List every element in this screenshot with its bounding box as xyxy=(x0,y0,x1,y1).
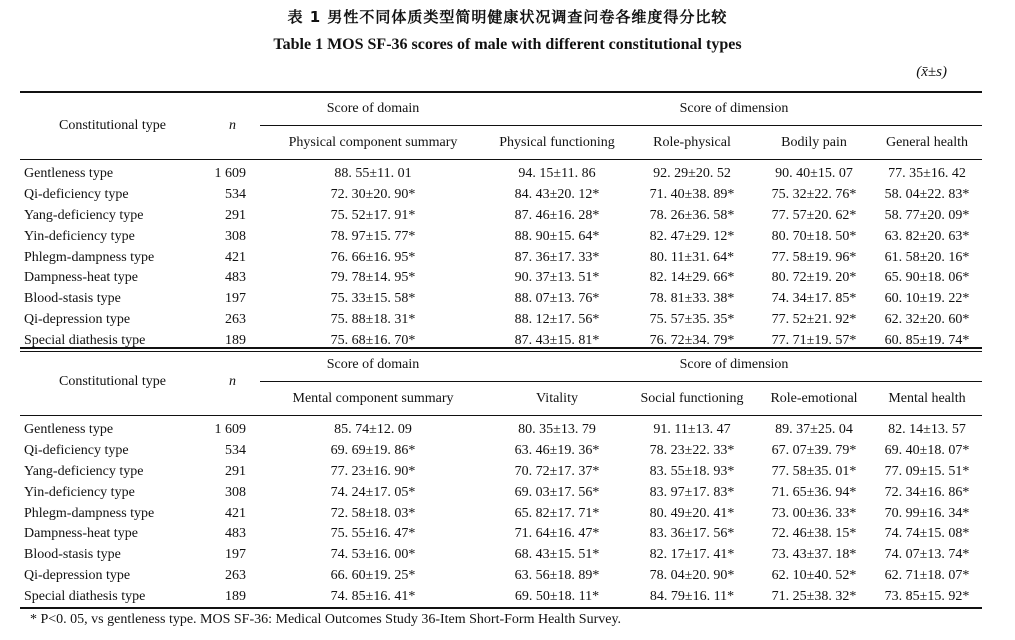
score-cell: 72. 46±38. 15* xyxy=(771,526,857,542)
score-cell: 83. 97±17. 83* xyxy=(649,484,735,500)
table-row xyxy=(20,503,982,524)
constitutional-type-cell: Qi-depression type xyxy=(24,567,131,583)
table-row xyxy=(20,310,982,331)
sub-header: Bodily pain xyxy=(756,126,872,160)
score-cell: 88. 07±13. 76* xyxy=(514,291,600,307)
score-cell: 58. 77±20. 09* xyxy=(884,207,970,223)
n-cell: 291 xyxy=(225,463,246,479)
sub-header: Mental health xyxy=(872,382,982,416)
physical-scores-table xyxy=(20,91,982,352)
score-cell: 79. 78±14. 95* xyxy=(330,270,416,286)
n-cell: 483 xyxy=(225,526,246,542)
constitutional-type-cell: Gentleness type xyxy=(24,166,114,182)
score-cell: 60. 85±19. 74* xyxy=(884,332,970,348)
mental-scores-table xyxy=(20,347,982,609)
score-cell: 66. 60±19. 25* xyxy=(330,567,416,583)
score-cell: 75. 55±16. 47* xyxy=(330,526,416,542)
sub-header: Mental component summary xyxy=(260,382,486,416)
score-cell: 58. 04±22. 83* xyxy=(884,187,970,203)
constitutional-type-cell: Special diathesis type xyxy=(24,588,146,604)
score-cell: 62. 71±18. 07* xyxy=(884,567,970,583)
score-cell: 72. 30±20. 90* xyxy=(330,187,416,203)
score-cell: 70. 72±17. 37* xyxy=(514,463,600,479)
score-cell: 78. 81±33. 38* xyxy=(649,291,735,307)
constitutional-type-cell: Dampness-heat type xyxy=(24,526,138,542)
score-cell: 72. 34±16. 86* xyxy=(884,484,970,500)
score-cell: 80. 49±20. 41* xyxy=(649,505,735,521)
sub-header: General health xyxy=(872,126,982,160)
score-cell: 90. 37±13. 51* xyxy=(514,270,600,286)
score-cell: 83. 36±17. 56* xyxy=(649,526,735,542)
score-cell: 80. 72±19. 20* xyxy=(771,270,857,286)
score-cell: 68. 43±15. 51* xyxy=(514,547,600,563)
score-cell: 78. 26±36. 58* xyxy=(649,207,735,223)
score-cell: 89. 37±25. 04 xyxy=(775,422,853,438)
constitutional-type-cell: Yang-deficiency type xyxy=(24,463,144,479)
header-score-of-domain: Score of domain xyxy=(326,101,420,116)
n-cell: 483 xyxy=(225,270,246,286)
table-row xyxy=(20,226,982,247)
score-cell: 65. 90±18. 06* xyxy=(884,270,970,286)
constitutional-type-cell: Special diathesis type xyxy=(24,332,146,348)
score-cell: 67. 07±39. 79* xyxy=(771,443,857,459)
sub-header: Physical functioning xyxy=(486,126,628,160)
sub-header: Role-physical xyxy=(628,126,756,160)
score-cell: 75. 57±35. 35* xyxy=(649,311,735,327)
table-row xyxy=(20,545,982,566)
header-score-of-dimension: Score of dimension xyxy=(486,348,982,382)
constitutional-type-cell: Blood-stasis type xyxy=(24,291,121,307)
header-score-of-domain: Score of domain xyxy=(260,348,486,382)
score-cell: 73. 43±37. 18* xyxy=(771,547,857,563)
sub-header: Physical component summary xyxy=(260,126,486,160)
score-cell: 63. 46±19. 36* xyxy=(514,443,600,459)
n-cell: 291 xyxy=(225,207,246,223)
score-cell: 65. 82±17. 71* xyxy=(514,505,600,521)
table-row xyxy=(20,586,982,608)
constitutional-type-cell: Dampness-heat type xyxy=(24,270,138,286)
score-cell: 90. 40±15. 07 xyxy=(775,166,853,182)
n-cell: 197 xyxy=(225,291,246,307)
n-cell: 263 xyxy=(225,311,246,327)
table-row xyxy=(20,482,982,503)
score-cell: 75. 88±18. 31* xyxy=(330,311,416,327)
score-cell: 78. 97±15. 77* xyxy=(330,228,416,244)
score-cell: 74. 24±17. 05* xyxy=(330,484,416,500)
score-cell: 78. 04±20. 90* xyxy=(649,567,735,583)
score-cell: 69. 50±18. 11* xyxy=(514,588,600,604)
n-cell: 197 xyxy=(225,547,246,563)
score-cell: 72. 58±18. 03* xyxy=(330,505,416,521)
table-title-chinese: 表 1 男性不同体质类型简明健康状况调查问卷各维度得分比较 xyxy=(287,8,728,26)
table-row xyxy=(20,441,982,462)
header-n: n xyxy=(205,92,260,160)
constitutional-type-cell: Yang-deficiency type xyxy=(24,207,144,223)
score-cell: 78. 23±22. 33* xyxy=(649,443,735,459)
score-cell: 77. 71±19. 57* xyxy=(771,332,857,348)
table-row xyxy=(20,268,982,289)
score-cell: 94. 15±11. 86 xyxy=(518,166,596,182)
score-cell: 82. 14±29. 66* xyxy=(649,270,735,286)
score-cell: 77. 58±19. 96* xyxy=(771,249,857,265)
n-cell: 534 xyxy=(225,443,246,459)
score-cell: 77. 23±16. 90* xyxy=(330,463,416,479)
table-row xyxy=(20,524,982,545)
sub-header: Social functioning xyxy=(628,382,756,416)
sub-header: Vitality xyxy=(486,382,628,416)
constitutional-type-cell: Yin-deficiency type xyxy=(24,484,135,500)
score-cell: 88. 90±15. 64* xyxy=(514,228,600,244)
header-n: n xyxy=(205,348,260,416)
n-cell: 534 xyxy=(225,187,246,203)
table-row xyxy=(20,289,982,310)
score-cell: 60. 10±19. 22* xyxy=(884,291,970,307)
score-cell: 73. 00±36. 33* xyxy=(771,505,857,521)
n-cell: 308 xyxy=(225,228,246,244)
score-cell: 77. 09±15. 51* xyxy=(884,463,970,479)
score-cell: 92. 29±20. 52 xyxy=(653,166,731,182)
table-row xyxy=(20,462,982,483)
score-cell: 74. 07±13. 74* xyxy=(884,547,970,563)
table-title-english: Table 1 MOS SF-36 scores of male with different constitutional types xyxy=(273,36,742,53)
score-cell: 69. 69±19. 86* xyxy=(330,443,416,459)
score-cell: 87. 43±15. 81* xyxy=(514,332,600,348)
constitutional-type-cell: Phlegm-dampness type xyxy=(24,505,155,521)
score-cell: 82. 47±29. 12* xyxy=(649,228,735,244)
score-cell: 71. 64±16. 47* xyxy=(514,526,600,542)
score-cell: 63. 56±18. 89* xyxy=(514,567,600,583)
constitutional-type-cell: Gentleness type xyxy=(24,422,114,438)
constitutional-type-cell: Qi-deficiency type xyxy=(24,187,129,203)
score-cell: 85. 74±12. 09 xyxy=(334,422,412,438)
score-cell: 75. 33±15. 58* xyxy=(330,291,416,307)
n-cell: 1 609 xyxy=(214,166,246,182)
score-cell: 84. 79±16. 11* xyxy=(649,588,735,604)
score-cell: 69. 40±18. 07* xyxy=(884,443,970,459)
score-cell: 82. 17±17. 41* xyxy=(649,547,735,563)
unit-label: (x̄±s) xyxy=(916,64,947,80)
score-cell: 75. 52±17. 91* xyxy=(330,207,416,223)
n-cell: 421 xyxy=(225,505,246,521)
score-cell: 80. 11±31. 64* xyxy=(649,249,735,265)
score-cell: 82. 14±13. 57 xyxy=(888,422,966,438)
score-cell: 74. 74±15. 08* xyxy=(884,526,970,542)
score-cell: 84. 43±20. 12* xyxy=(514,187,600,203)
score-cell: 76. 72±34. 79* xyxy=(649,332,735,348)
constitutional-type-cell: Qi-depression type xyxy=(24,311,131,327)
score-cell: 61. 58±20. 16* xyxy=(884,249,970,265)
score-cell: 62. 32±20. 60* xyxy=(884,311,970,327)
constitutional-type-cell: Qi-deficiency type xyxy=(24,443,129,459)
n-cell: 1 609 xyxy=(214,422,246,438)
n-cell: 263 xyxy=(225,567,246,583)
score-cell: 73. 85±15. 92* xyxy=(884,588,970,604)
constitutional-type-cell: Yin-deficiency type xyxy=(24,228,135,244)
score-cell: 74. 53±16. 00* xyxy=(330,547,416,563)
n-cell: 308 xyxy=(225,484,246,500)
table-row xyxy=(20,247,982,268)
score-cell: 71. 40±38. 89* xyxy=(649,187,735,203)
score-cell: 87. 46±16. 28* xyxy=(514,207,600,223)
score-cell: 77. 52±21. 92* xyxy=(771,311,857,327)
score-cell: 76. 66±16. 95* xyxy=(330,249,416,265)
header-score-of-dimension: Score of dimension xyxy=(679,101,789,116)
score-cell: 77. 35±16. 42 xyxy=(888,166,966,182)
score-cell: 71. 65±36. 94* xyxy=(771,484,857,500)
score-cell: 80. 70±18. 50* xyxy=(771,228,857,244)
sub-header: Role-emotional xyxy=(756,382,872,416)
score-cell: 74. 34±17. 85* xyxy=(771,291,857,307)
score-cell: 75. 32±22. 76* xyxy=(771,187,857,203)
score-cell: 74. 85±16. 41* xyxy=(330,588,416,604)
header-constitutional-type: Constitutional type xyxy=(20,348,205,416)
header-constitutional-type: Constitutional type xyxy=(20,92,205,160)
constitutional-type-cell: Phlegm-dampness type xyxy=(24,249,155,265)
score-cell: 77. 57±20. 62* xyxy=(771,207,857,223)
table-row xyxy=(20,160,982,185)
score-cell: 69. 03±17. 56* xyxy=(514,484,600,500)
n-cell: 421 xyxy=(225,249,246,265)
score-cell: 75. 68±16. 70* xyxy=(330,332,416,348)
score-cell: 91. 11±13. 47 xyxy=(653,422,731,438)
score-cell: 77. 58±35. 01* xyxy=(771,463,857,479)
score-cell: 71. 25±38. 32* xyxy=(771,588,857,604)
table-row xyxy=(20,416,982,441)
score-cell: 87. 36±17. 33* xyxy=(514,249,600,265)
table-row xyxy=(20,566,982,587)
score-cell: 88. 55±11. 01 xyxy=(334,166,412,182)
n-cell: 189 xyxy=(225,588,246,604)
footnote: * P<0. 05, vs gentleness type. MOS SF-36: Medical Outcomes Study 36-Item Short-Form Health Survey. xyxy=(30,612,622,627)
score-cell: 80. 35±13. 79 xyxy=(518,422,596,438)
constitutional-type-cell: Blood-stasis type xyxy=(24,547,121,563)
score-cell: 88. 12±17. 56* xyxy=(514,311,600,327)
score-cell: 62. 10±40. 52* xyxy=(771,567,857,583)
score-cell: 70. 99±16. 34* xyxy=(884,505,970,521)
score-cell: 63. 82±20. 63* xyxy=(884,228,970,244)
n-cell: 189 xyxy=(225,332,246,348)
score-cell: 83. 55±18. 93* xyxy=(649,463,735,479)
table-row xyxy=(20,185,982,206)
table-row xyxy=(20,206,982,227)
